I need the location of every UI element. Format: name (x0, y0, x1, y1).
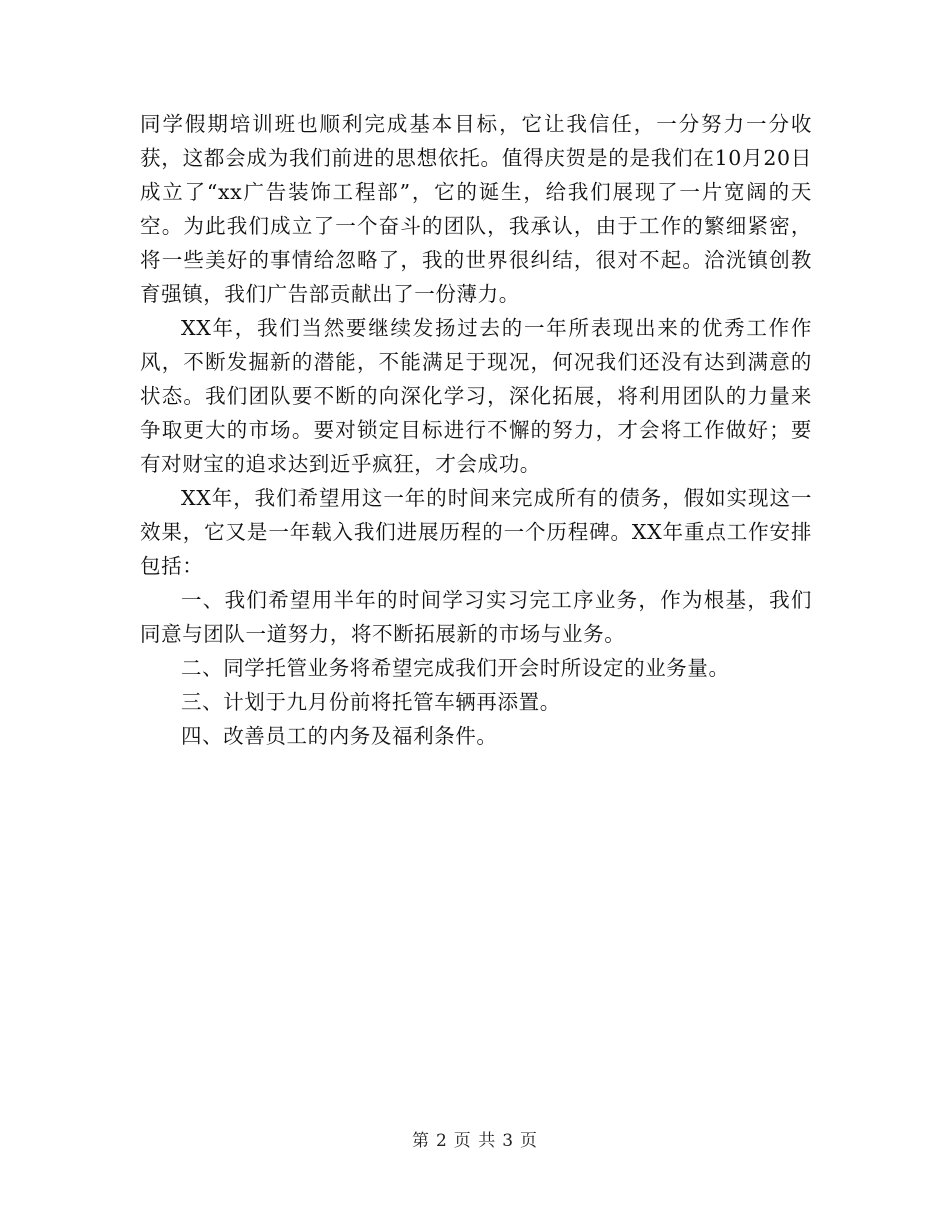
current-page-number: 2 (435, 1131, 448, 1151)
list-item-3: 三、计划于九月份前将托管车辆再添置。 (181, 690, 561, 714)
page-label-mid: 页 共 (453, 1131, 497, 1151)
document-body (140, 107, 812, 753)
list-item-2: 二、同学托管业务将希望完成我们开会时所设定的业务量。 (181, 656, 730, 680)
paragraph-xx-year-work-style: XX年，我们当然要继续发扬过去的一年所表现出来的优秀工作作风，不断发掘新的潜能，不能满足于现况，何况我们还没有达到满意的状态。我们团队要不断的向深化学习，深化拓展，将利用团队的力量来争取更大的市场。要对锁定目标进行不懈的努力，才会将工作做好；要有对财宝的追求达到近乎疯狂，才会成功。 (140, 316, 812, 476)
list-item-1: 一、我们希望用半年的时间学习实习完工序业务，作为根基，我们同意与团队一道努力，将不断拓展新的市场与业务。 (140, 588, 812, 646)
page-label-prefix: 第 (411, 1131, 430, 1151)
paragraph-xx-year-goals: XX年，我们希望用这一年的时间来完成所有的债务，假如实现这一效果，它又是一年载入我们进展历程的一个历程碑。XX年重点工作安排包括： (140, 486, 812, 578)
list-item-4: 四、改善员工的内务及福利条件。 (181, 724, 498, 748)
paragraph-continuation: 同学假期培训班也顺利完成基本目标，它让我信任，一分努力一分收获，这都会成为我们前进的思想依托。值得庆贺是的是我们在10月20日成立了“xx广告装饰工程部”，它的诞生，给我们展现了一片宽阔的天空。为此我们成立了一个奋斗的团队，我承认，由于工作的繁细紧密，将一些美好的事情给忽略了，我的世界很纠结，很对不起。洽洸镇创教育强镇，我们广告部贡献出了一份薄力。 (140, 112, 812, 306)
page-number-footer (0, 1126, 950, 1151)
page-label-suffix: 页 (520, 1131, 539, 1151)
total-pages-number: 3 (502, 1131, 515, 1151)
